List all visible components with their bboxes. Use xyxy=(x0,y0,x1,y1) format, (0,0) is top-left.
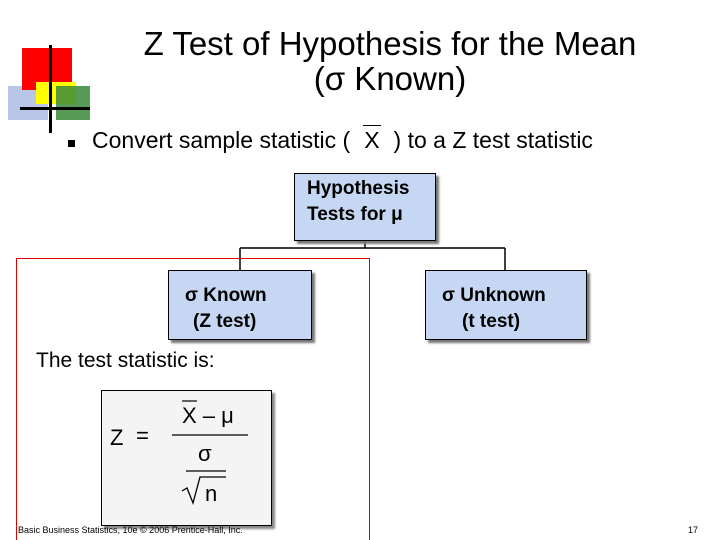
formula-numerator: X – μ xyxy=(182,403,234,428)
footer-citation: Basic Business Statistics, 10e © 2006 Prentice-Hall, Inc. xyxy=(18,525,243,535)
test-statistic-label: The test statistic is: xyxy=(36,349,215,372)
z-formula-box xyxy=(101,390,272,526)
hypothesis-line-1: Hypothesis xyxy=(307,178,410,199)
z-formula xyxy=(102,391,273,527)
bullet-text-after: ) to a Z test statistic xyxy=(393,127,593,153)
bullet-text-before: Convert sample statistic ( xyxy=(92,127,351,153)
sigma-unknown-box xyxy=(425,270,587,340)
title-line-2: (σ Known) xyxy=(313,60,467,97)
unknown-line-1: σ Unknown xyxy=(442,285,546,306)
hypothesis-tests-box xyxy=(294,173,436,241)
page-number: 17 xyxy=(688,525,699,535)
formula-n: n xyxy=(205,481,218,506)
title-line-1: Z Test of Hypothesis for the Mean xyxy=(143,25,637,62)
hypothesis-line-2: Tests for μ xyxy=(307,204,403,225)
x-bar-symbol: X xyxy=(364,127,380,153)
formula-z: Z xyxy=(110,425,124,450)
formula-equals: = xyxy=(136,423,149,448)
formula-sigma: σ xyxy=(198,441,212,466)
unknown-line-2: (t test) xyxy=(462,311,521,332)
sigma-known-box xyxy=(168,270,312,340)
known-line-1: σ Known xyxy=(185,285,267,306)
known-line-2: (Z test) xyxy=(193,311,257,332)
sqrt-sign xyxy=(182,477,226,503)
